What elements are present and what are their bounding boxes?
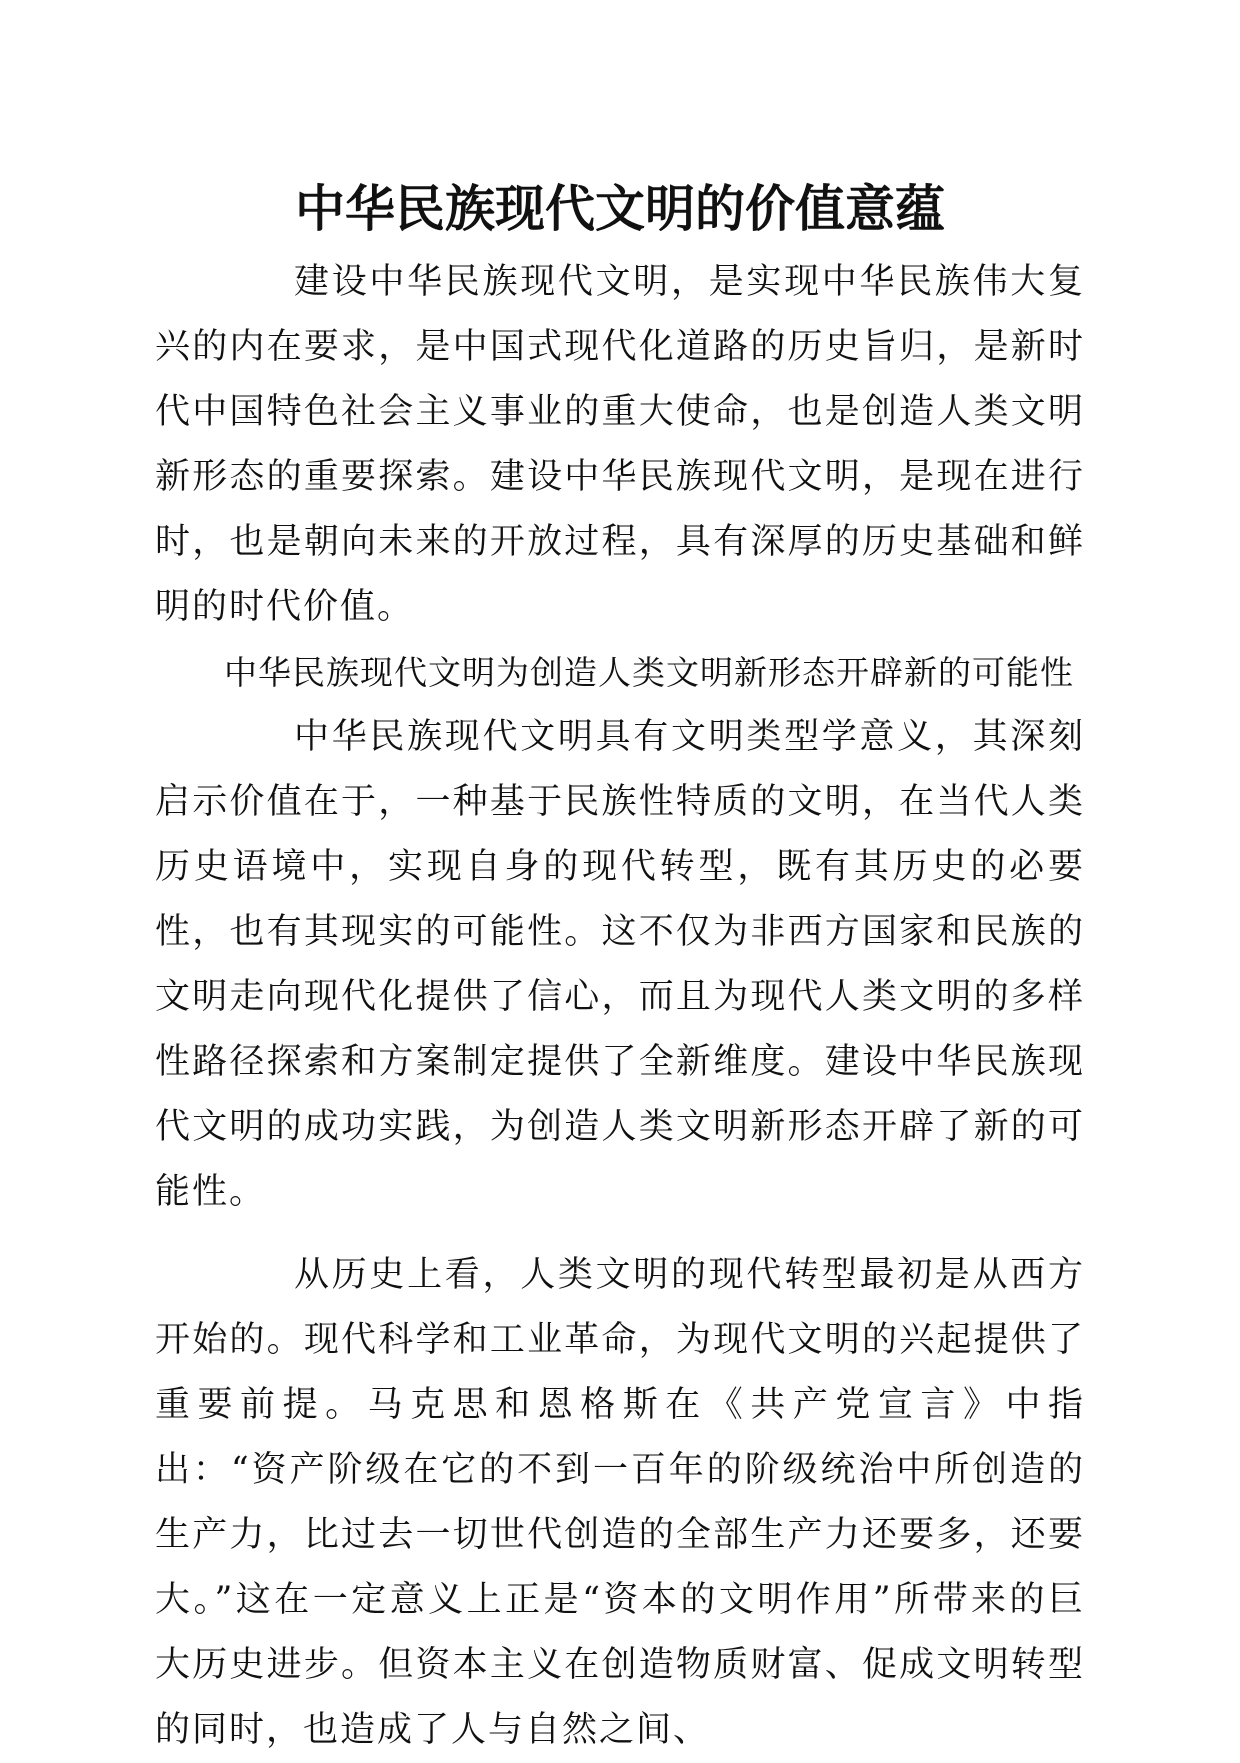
document-title: 中华民族现代文明的价值意蕴 [295,179,945,238]
paragraph-gap [155,1225,1085,1243]
paragraph-typology: 中华民族现代文明具有文明类型学意义，其深刻启示价值在于，一种基于民族性特质的文明，在当代人类历史语境中，实现自身的现代转型，既有其历史的必要性，也有其现实的可能性。这不仅为非西方国家和民族的文明走向现代化提供了信心，而且为现代人类文明的多样性路径探索和方案制定提供了全新维度。建设中华民族现代文明的成功实践，为创造人类文明新形态开辟了新的可能性。 [155,717,1085,1212]
section-heading: 中华民族现代文明为创造人类文明新形态开辟新的可能性 [224,653,1074,692]
paragraph-intro: 建设中华民族现代文明，是实现中华民族伟大复兴的内在要求，是中国式现代化道路的历史旨归，是新时代中国特色社会主义事业的重大使命，也是创造人类文明新形态的重要探索。建设中华民族现代文明，是现在进行时，也是朝向未来的开放过程，具有深厚的历史基础和鲜明的时代价值。 [155,262,1085,627]
paragraph-history: 从历史上看，人类文明的现代转型最初是从西方开始的。现代科学和工业革命，为现代文明的兴起提供了重要前提。马克思和恩格斯在《共产党宣言》中指出：“资产阶级在它的不到一百年的阶级统治中所创造的生产力，比过去一切世代创造的全部生产力还要多，还要大。”这在一定意义上正是“资本的文明作用”所带来的巨大历史进步。但资本主义在创造物质财富、促成文明转型的同时，也造成了人与自然之间、 [155,1255,1085,1750]
document-body [155,250,1085,1763]
